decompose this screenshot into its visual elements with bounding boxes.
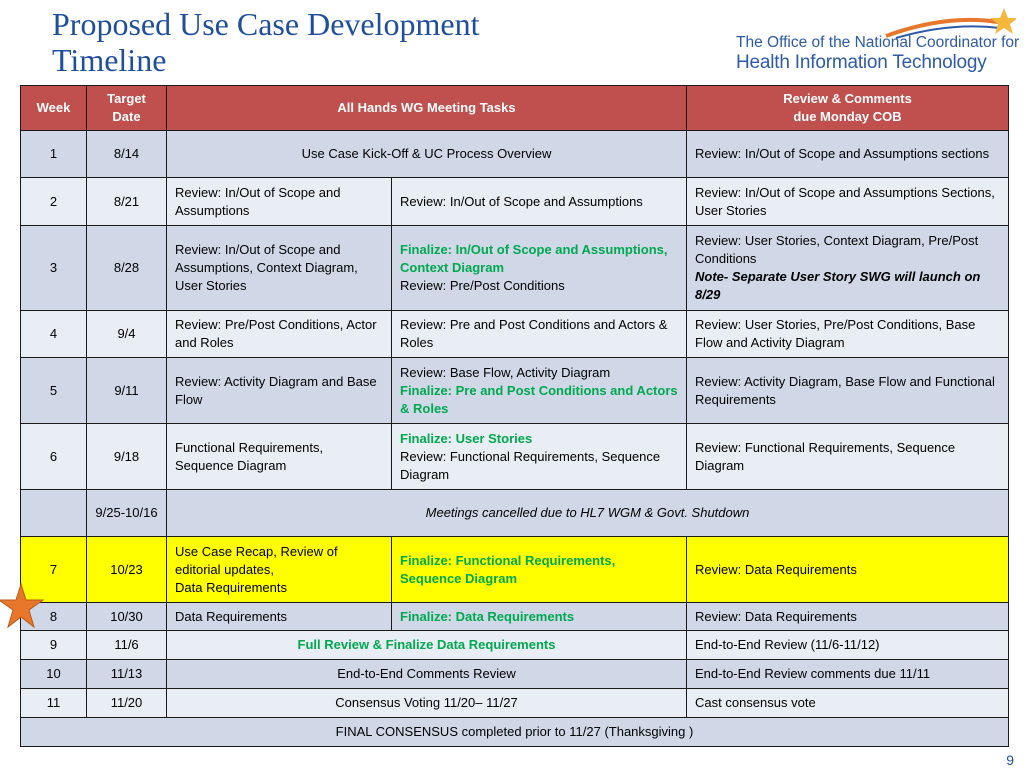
task-cell-a: Data Requirements <box>167 603 392 631</box>
date-cell: 9/11 <box>87 358 167 424</box>
logo-text-line1: The Office of the National Coordinator for <box>736 34 1020 51</box>
review-cell: Review: Data Requirements <box>687 537 1009 603</box>
header-week: Week <box>21 86 87 131</box>
final-consensus-cell: FINAL CONSENSUS completed prior to 11/27 (Thanksgiving ) <box>21 718 1009 747</box>
task-cell-a: Review: In/Out of Scope and Assumptions, Context Diagram, User Stories <box>167 226 392 311</box>
table-row <box>21 660 1009 689</box>
task-cell-a: Use Case Recap, Review of editorial updates, Data Requirements <box>167 537 392 603</box>
task-cell-b <box>392 603 687 631</box>
logo-text-line2: Health Information Technology <box>736 52 987 73</box>
star-marker-icon <box>0 583 44 629</box>
task-cell-b: Finalize: In/Out of Scope and Assumptions, Context Diagram Review: Pre/Post Conditions <box>392 226 687 311</box>
task-cell: End-to-End Comments Review <box>167 660 687 689</box>
finalize-text: Full Review & Finalize Data Requirements <box>297 637 556 652</box>
week-cell <box>21 490 87 537</box>
review-cell: Review: Functional Requirements, Sequence Diagram <box>687 424 1009 490</box>
task-cell: Meetings cancelled due to HL7 WGM & Govt. Shutdown <box>167 490 1009 537</box>
review-cell: End-to-End Review (11/6-11/12) <box>687 631 1009 660</box>
header-target-date: Target Date <box>87 86 167 131</box>
table-row <box>21 689 1009 718</box>
review-cell: Review: User Stories, Context Diagram, Pre/Post Conditions Note- Separate User Story SWG will launch on 8/29 <box>687 226 1009 311</box>
finalize-text: Finalize: Functional Requirements, Sequence Diagram <box>400 552 616 586</box>
task-cell-a: Functional Requirements, Sequence Diagram <box>167 424 392 490</box>
task-cell-b: Review: Base Flow, Activity Diagram Finalize: Pre and Post Conditions and Actors & Roles <box>392 358 687 424</box>
table-row <box>21 131 1009 178</box>
table-row <box>21 424 1009 490</box>
week-cell: 3 <box>21 226 87 311</box>
finalize-text: Finalize: Pre and Post Conditions and Actors & Roles <box>400 382 678 416</box>
header-review: Review & Comments due Monday COB <box>687 86 1009 131</box>
task-cell: Use Case Kick-Off & UC Process Overview <box>167 131 687 178</box>
week-cell: 5 <box>21 358 87 424</box>
task-cell-a: Review: In/Out of Scope and Assumptions <box>167 178 392 226</box>
header-row <box>21 86 1009 131</box>
review-cell: Review: In/Out of Scope and Assumptions Sections, User Stories <box>687 178 1009 226</box>
finalize-text: Finalize: User Stories <box>400 430 533 446</box>
timeline-table <box>20 85 1009 747</box>
finalize-text: Finalize: Data Requirements <box>400 608 575 624</box>
task-cell: Consensus Voting 11/20– 11/27 <box>167 689 687 718</box>
week-cell: 10 <box>21 660 87 689</box>
task-cell-b <box>392 537 687 603</box>
review-note: Note- Separate User Story SWG will launch on 8/29 <box>695 269 981 302</box>
date-cell: 10/23 <box>87 537 167 603</box>
onc-logo <box>736 8 1020 78</box>
final-consensus-row <box>21 718 1009 747</box>
week-cell: 11 <box>21 689 87 718</box>
date-cell: 8/28 <box>87 226 167 311</box>
review-cell: Review: Activity Diagram, Base Flow and Functional Requirements <box>687 358 1009 424</box>
week-cell: 2 <box>21 178 87 226</box>
date-cell: 9/18 <box>87 424 167 490</box>
table-row <box>21 311 1009 358</box>
table-row <box>21 490 1009 537</box>
task-cell-a: Review: Pre/Post Conditions, Actor and Roles <box>167 311 392 358</box>
review-cell: Review: User Stories, Pre/Post Conditions, Base Flow and Activity Diagram <box>687 311 1009 358</box>
review-cell: Cast consensus vote <box>687 689 1009 718</box>
task-cell-b: Review: Pre and Post Conditions and Actors & Roles <box>392 311 687 358</box>
date-cell: 11/20 <box>87 689 167 718</box>
week-cell: 6 <box>21 424 87 490</box>
date-cell: 11/13 <box>87 660 167 689</box>
table-row <box>21 603 1009 631</box>
task-cell <box>167 631 687 660</box>
week-cell: 8 <box>21 603 87 631</box>
slide-title <box>52 6 652 78</box>
table-row <box>21 226 1009 311</box>
date-cell: 11/6 <box>87 631 167 660</box>
slide-title-line1: Proposed Use Case Development <box>52 6 480 42</box>
table-row <box>21 358 1009 424</box>
task-cell-a: Review: Activity Diagram and Base Flow <box>167 358 392 424</box>
slide-number: 9 <box>1006 752 1014 768</box>
slide-title-line2: Timeline <box>52 42 167 78</box>
week-cell: 9 <box>21 631 87 660</box>
header-tasks: All Hands WG Meeting Tasks <box>167 86 687 131</box>
date-cell: 9/4 <box>87 311 167 358</box>
date-cell: 10/30 <box>87 603 167 631</box>
table-row <box>21 631 1009 660</box>
review-cell: Review: In/Out of Scope and Assumptions sections <box>687 131 1009 178</box>
task-cell-b: Review: In/Out of Scope and Assumptions <box>392 178 687 226</box>
date-cell: 8/14 <box>87 131 167 178</box>
review-cell: Review: Data Requirements <box>687 603 1009 631</box>
week-cell: 1 <box>21 131 87 178</box>
finalize-text: Finalize: In/Out of Scope and Assumptions, Context Diagram <box>400 242 668 275</box>
table-row <box>21 178 1009 226</box>
review-cell: End-to-End Review comments due 11/11 <box>687 660 1009 689</box>
date-cell: 8/21 <box>87 178 167 226</box>
table-row-highlighted <box>21 537 1009 603</box>
date-cell: 9/25-10/16 <box>87 490 167 537</box>
week-cell: 7 <box>21 537 87 603</box>
week-cell: 4 <box>21 311 87 358</box>
task-cell-b: Finalize: User Stories Review: Functional Requirements, Sequence Diagram <box>392 424 687 490</box>
